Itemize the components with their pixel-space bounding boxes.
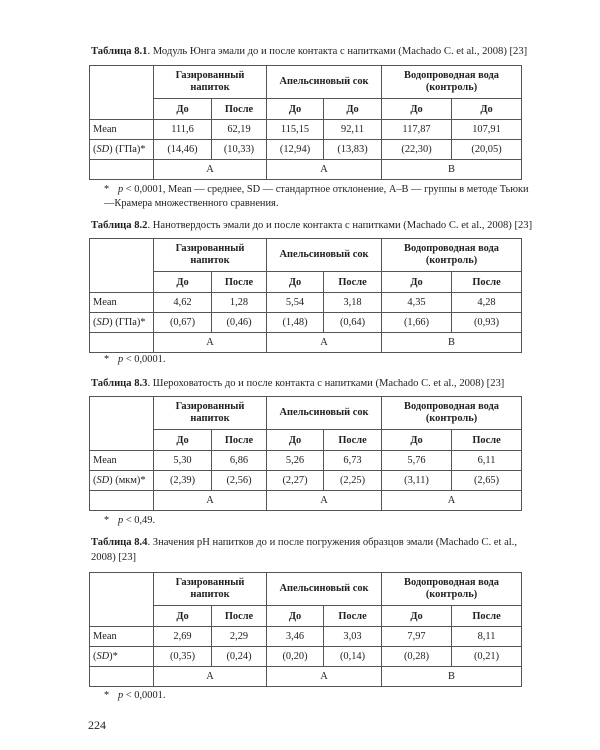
row-label-unit: (ГПа)* <box>112 317 146 328</box>
table-cell: 111,6 <box>154 120 212 140</box>
table-footnote <box>104 689 534 703</box>
subheader-cell: До <box>267 606 324 627</box>
footnote-star: * <box>104 354 110 365</box>
table-footnote <box>104 514 534 528</box>
subheader-cell: После <box>324 606 382 627</box>
table-cell: (0,20) <box>267 647 324 667</box>
group-header: Водопроводная вода (контроль) <box>382 573 522 606</box>
table-header-row <box>90 573 522 606</box>
table-subheader-row <box>90 430 522 451</box>
table-cell: 6,11 <box>452 451 522 471</box>
group-letter-cell: A <box>154 160 267 180</box>
table-cell: (13,83) <box>324 140 382 160</box>
table-cell: (14,46) <box>154 140 212 160</box>
group-letter-cell: A <box>154 333 267 353</box>
table-cell: (0,67) <box>154 313 212 333</box>
table-cell: 2,29 <box>212 627 267 647</box>
group-header: Апельсиновый сок <box>267 66 382 99</box>
table-cell: (0,14) <box>324 647 382 667</box>
footnote-p: p <box>118 184 124 195</box>
row-label-paren: ( <box>93 475 97 486</box>
table-group-row <box>90 667 522 687</box>
table-caption <box>91 44 541 59</box>
group-header: Газированный напиток <box>154 573 267 606</box>
caption-text: . Нанотвердость эмали до и после контакта с напитками (Machado C. et al., 2008) [23] <box>147 220 533 231</box>
subheader-cell: После <box>452 606 522 627</box>
subheader-cell: После <box>452 430 522 451</box>
table-header-row <box>90 397 522 430</box>
group-header: Водопроводная вода (контроль) <box>382 397 522 430</box>
footnote-p: p <box>118 690 124 701</box>
table-row <box>90 140 522 160</box>
row-label-paren: ) <box>109 317 113 328</box>
row-label: Mean <box>90 627 154 647</box>
subheader-cell: До <box>267 99 324 120</box>
table-cell: (0,24) <box>212 647 267 667</box>
table-cell: (20,05) <box>452 140 522 160</box>
table-cell: 6,86 <box>212 451 267 471</box>
table-cell: 5,30 <box>154 451 212 471</box>
table-cell: 3,18 <box>324 293 382 313</box>
group-header: Газированный напиток <box>154 239 267 272</box>
table-cell: 115,15 <box>267 120 324 140</box>
footnote-star: * <box>104 515 110 526</box>
group-header: Водопроводная вода (контроль) <box>382 239 522 272</box>
row-label-paren: ) <box>109 144 113 155</box>
row-label-paren: ) <box>109 475 113 486</box>
subheader-cell: До <box>382 606 452 627</box>
table-cell: (1,48) <box>267 313 324 333</box>
subheader-cell: После <box>212 606 267 627</box>
table-header-row <box>90 66 522 99</box>
row-label-sd: SD <box>96 651 110 662</box>
table-cell: 3,03 <box>324 627 382 647</box>
footnote-text: < 0,0001. <box>123 354 166 365</box>
subheader-cell: До <box>324 99 382 120</box>
corner-cell <box>90 160 154 180</box>
table-caption <box>91 535 541 565</box>
table-subheader-row <box>90 99 522 120</box>
subheader-cell: После <box>324 430 382 451</box>
table-cell: (0,28) <box>382 647 452 667</box>
table-cell: 62,19 <box>212 120 267 140</box>
table-row <box>90 451 522 471</box>
corner-cell <box>90 667 154 687</box>
subheader-cell: После <box>324 272 382 293</box>
row-label-paren: ( <box>93 144 97 155</box>
table-row <box>90 627 522 647</box>
row-label-unit: (мкм)* <box>112 475 146 486</box>
table-cell: 4,28 <box>452 293 522 313</box>
table-cell: 5,26 <box>267 451 324 471</box>
table-cell: (0,64) <box>324 313 382 333</box>
table-row <box>90 647 522 667</box>
subheader-cell: До <box>154 606 212 627</box>
table-cell: (3,11) <box>382 471 452 491</box>
table-cell: 3,46 <box>267 627 324 647</box>
table-cell: (0,46) <box>212 313 267 333</box>
table-title: Таблица 8.4 <box>91 537 148 548</box>
group-header: Газированный напиток <box>154 66 267 99</box>
row-label-sd: SD <box>96 144 110 155</box>
footnote-p: p <box>118 354 124 365</box>
table-cell: 5,54 <box>267 293 324 313</box>
table-subheader-row <box>90 606 522 627</box>
footnote-star: * <box>104 184 110 195</box>
row-label-paren: ( <box>93 651 97 662</box>
table-cell: 8,11 <box>452 627 522 647</box>
table-caption <box>91 376 541 391</box>
table-cell: (1,66) <box>382 313 452 333</box>
table-title: Таблица 8.3 <box>91 378 148 389</box>
subheader-cell: После <box>212 272 267 293</box>
corner-cell <box>90 333 154 353</box>
table-cell: (22,30) <box>382 140 452 160</box>
table-cell: (12,94) <box>267 140 324 160</box>
group-letter-cell: A <box>154 491 267 511</box>
table-row <box>90 293 522 313</box>
group-header: Газированный напиток <box>154 397 267 430</box>
table-cell: 92,11 <box>324 120 382 140</box>
row-label-sd: SD <box>96 317 110 328</box>
row-label: Mean <box>90 120 154 140</box>
caption-text: . Значения pH напитков до и после погружения образцов эмали (Machado C. et al., 2008) [23] <box>91 537 518 563</box>
subheader-cell: До <box>382 99 452 120</box>
table-header-row <box>90 239 522 272</box>
caption-text: . Шероховатость до и после контакта с напитками (Machado C. et al., 2008) [23] <box>147 378 505 389</box>
table-group-row <box>90 160 522 180</box>
row-label-unit: )* <box>109 651 118 662</box>
subheader-cell: До <box>452 99 522 120</box>
table-cell: (10,33) <box>212 140 267 160</box>
row-label <box>90 140 154 160</box>
table-footnote <box>104 183 534 211</box>
footnote-p: p <box>118 515 124 526</box>
table-cell: 2,69 <box>154 627 212 647</box>
row-label-sd: SD <box>96 475 110 486</box>
table-row <box>90 471 522 491</box>
table-cell: (2,39) <box>154 471 212 491</box>
row-label <box>90 471 154 491</box>
row-label-unit: (ГПа)* <box>112 144 146 155</box>
row-label: Mean <box>90 293 154 313</box>
subheader-cell: До <box>267 272 324 293</box>
table-cell: 4,62 <box>154 293 212 313</box>
table-title: Таблица 8.1 <box>91 46 148 57</box>
group-header: Апельсиновый сок <box>267 397 382 430</box>
table-cell: (2,65) <box>452 471 522 491</box>
subheader-cell: До <box>154 99 212 120</box>
caption-text: . Модуль Юнга эмали до и после контакта с напитками (Machado C. et al., 2008) [23] <box>147 46 528 57</box>
corner-cell <box>90 491 154 511</box>
table-cell: (2,25) <box>324 471 382 491</box>
corner-cell <box>90 66 154 120</box>
footnote-text: < 0,49. <box>123 515 156 526</box>
subheader-cell: До <box>267 430 324 451</box>
table-cell: (2,27) <box>267 471 324 491</box>
data-table <box>89 238 522 353</box>
table-cell: (2,56) <box>212 471 267 491</box>
data-table <box>89 572 522 687</box>
row-label: Mean <box>90 451 154 471</box>
corner-cell <box>90 397 154 451</box>
group-letter-cell: B <box>382 160 522 180</box>
group-letter-cell: B <box>382 667 522 687</box>
table-title: Таблица 8.2 <box>91 220 148 231</box>
subheader-cell: После <box>212 99 267 120</box>
page-number: 224 <box>88 718 106 732</box>
corner-cell <box>90 573 154 627</box>
table-cell: 117,87 <box>382 120 452 140</box>
group-letter-cell: A <box>267 667 382 687</box>
table-row <box>90 313 522 333</box>
table-cell: 5,76 <box>382 451 452 471</box>
group-letter-cell: A <box>154 667 267 687</box>
table-group-row <box>90 491 522 511</box>
table-row <box>90 120 522 140</box>
footnote-star: * <box>104 690 110 701</box>
data-table <box>89 396 522 511</box>
group-letter-cell: A <box>267 333 382 353</box>
table-cell: 107,91 <box>452 120 522 140</box>
table-footnote <box>104 353 534 367</box>
group-letter-cell: A <box>382 491 522 511</box>
table-cell: (0,93) <box>452 313 522 333</box>
group-letter-cell: A <box>267 491 382 511</box>
footnote-text: < 0,0001. <box>123 690 166 701</box>
table-cell: 6,73 <box>324 451 382 471</box>
subheader-cell: До <box>154 272 212 293</box>
group-header: Водопроводная вода (контроль) <box>382 66 522 99</box>
table-cell: (0,21) <box>452 647 522 667</box>
row-label <box>90 313 154 333</box>
group-letter-cell: A <box>267 160 382 180</box>
corner-cell <box>90 239 154 293</box>
subheader-cell: До <box>154 430 212 451</box>
group-header: Апельсиновый сок <box>267 239 382 272</box>
subheader-cell: После <box>452 272 522 293</box>
table-cell: 7,97 <box>382 627 452 647</box>
table-subheader-row <box>90 272 522 293</box>
table-group-row <box>90 333 522 353</box>
table-caption <box>91 218 541 233</box>
subheader-cell: После <box>212 430 267 451</box>
row-label-paren: ( <box>93 317 97 328</box>
group-header: Апельсиновый сок <box>267 573 382 606</box>
footnote-text: < 0,0001, Mean — среднее, SD — стандартное отклонение, A–B — группы в методе Тьюки—Крамера множественного сравнения. <box>104 184 529 209</box>
subheader-cell: До <box>382 272 452 293</box>
subheader-cell: До <box>382 430 452 451</box>
row-label <box>90 647 154 667</box>
group-letter-cell: B <box>382 333 522 353</box>
table-cell: (0,35) <box>154 647 212 667</box>
table-cell: 4,35 <box>382 293 452 313</box>
data-table <box>89 65 522 180</box>
table-cell: 1,28 <box>212 293 267 313</box>
